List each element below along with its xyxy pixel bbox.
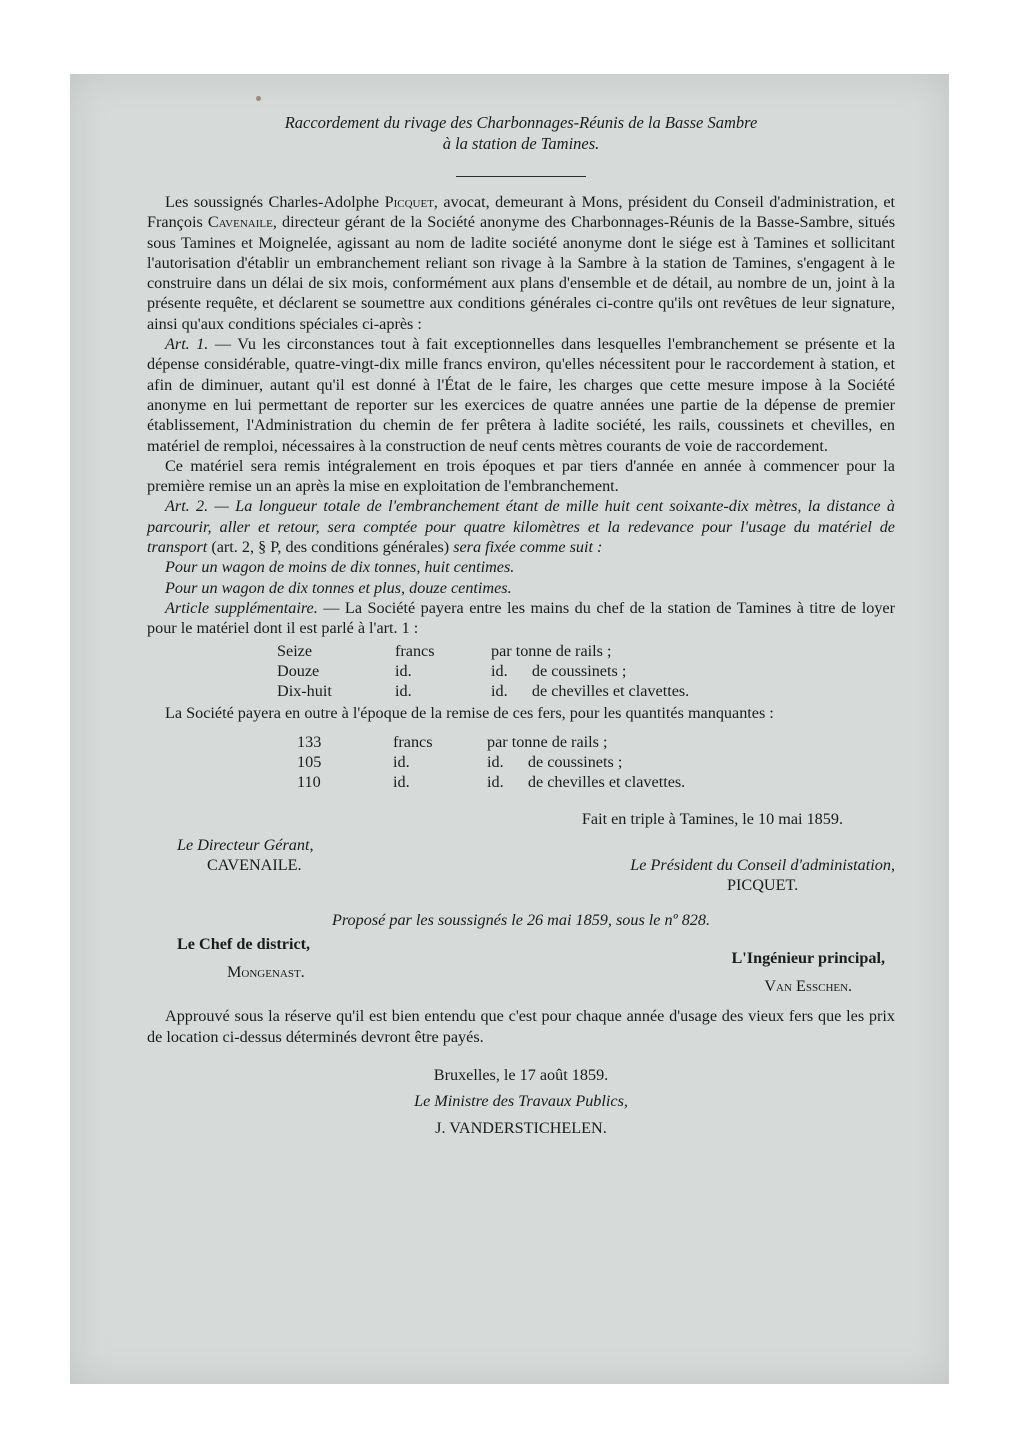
wagon-rate-small-text: Pour un wagon de moins de dix tonnes, huit centimes. [165, 558, 515, 577]
document-content [147, 112, 895, 1138]
signature-chef-district [147, 934, 310, 997]
signature-president [630, 835, 895, 896]
paper-stain [256, 96, 261, 101]
article-2-italic-2: sera fixée comme suit : [449, 538, 603, 557]
wagon-rate-small [147, 557, 895, 577]
signature-title: Le Chef de district, [177, 934, 311, 953]
signature-name: Van Esschen. [764, 977, 853, 996]
list-item [277, 681, 895, 701]
article-2-plain: (art. 2, § P, des conditions générales) [207, 538, 450, 557]
list-cell: 110 [297, 773, 321, 792]
signature-directeur [147, 835, 314, 896]
intro-text-1: Les soussignés Charles-Adolphe [165, 193, 385, 211]
materiel-paragraph: Ce matériel sera remis intégralement en trois époques et par tiers d'année en année à commencer pour la première remise un an après la mise en exploitation de l'embranchement. [147, 456, 895, 496]
list-item [277, 641, 895, 661]
wagon-rate-large [147, 578, 895, 598]
article-2-label: Art. 2. [165, 497, 209, 516]
title-line-2: à la station de Tamines. [442, 134, 600, 153]
signatures-engineers [147, 934, 895, 997]
intro-name-cavenaile: Cavenaile [207, 213, 273, 232]
signature-name: CAVENAILE. [207, 856, 302, 875]
list-item [297, 732, 895, 752]
signature-title: Le Président du Conseil d'administation, [630, 855, 895, 874]
article-supplementaire-label: Article supplémentaire. [165, 598, 318, 617]
signature-ingenieur [731, 934, 895, 997]
rental-price-list [147, 641, 895, 702]
list-cell: id. [393, 773, 410, 792]
title-divider [456, 176, 586, 177]
list-cell: Dix-huit [277, 682, 332, 701]
list-cell: id. de chevilles et clavettes. [491, 682, 690, 701]
article-1-text: — Vu les circonstances tout à fait exceptionnelles dans lesquelles l'embranchement se présente et la dépense considérable, quatre-vingt-dix mille francs environ, qu'elles nécessitent pour le raccordement à station, et afin de diminuer, autant qu'il est donné à l'État de le faire, les charges que cette mesure impose à la Société anonyme en lui permettant de reporter sur les exercices de quatre années une partie de la dépense de premier établissement, l'Administration du chemin de fer prêtera à ladite société, les rails, coussinets et chevilles, en matériel de remploi, nécessaires à la construction de neuf cents mètres courants de voie de raccordement. [147, 335, 896, 455]
list-item [297, 772, 895, 792]
signature-title: L'Ingénieur principal, [731, 948, 885, 967]
list-item [277, 661, 895, 681]
ministre-title: Le Ministre des Travaux Publics, [414, 1092, 628, 1111]
list-cell: id. [395, 682, 412, 701]
list-cell: Seize [277, 641, 313, 660]
signature-name: Mongenast. [227, 963, 305, 982]
list-cell: id. de coussinets ; [487, 753, 623, 772]
list-cell: id. [393, 753, 410, 772]
article-1-label: Art. 1. [165, 335, 209, 354]
outre-paragraph: La Société payera en outre à l'époque de la remise de ces fers, pour les quantités manquantes : [165, 704, 774, 723]
article-2-italic-1: — La longueur totale de l'embranchement étant de mille huit cent soixante-dix mètres, la distance à parcourir, aller et retour, sera comptée pour quatre kilomètres et la redevance pour l'usage du matériel de transport [147, 497, 895, 557]
list-cell: id. de coussinets ; [491, 661, 627, 680]
list-cell: id. de chevilles et clavettes. [487, 773, 686, 792]
wagon-rate-large-text: Pour un wagon de dix tonnes et plus, douze centimes. [165, 578, 512, 597]
article-supplementaire [147, 598, 895, 639]
article-2 [147, 496, 895, 557]
list-item [297, 752, 895, 772]
intro-text-2: , avocat, demeurant à Mons, président du Conseil d'administration, et François [147, 193, 895, 232]
list-cell: par tonne de rails ; [487, 732, 608, 751]
document-title [147, 112, 895, 154]
list-cell: par tonne de rails ; [491, 641, 612, 660]
list-cell: francs [393, 732, 433, 751]
list-cell: 105 [297, 753, 322, 772]
article-supplementaire-text: — La Société payera entre les mains du chef de la station de Tamines à titre de loyer pour le matériel dont il est parlé à l'art. 1 : [147, 598, 895, 638]
list-cell: francs [395, 641, 435, 660]
signatures-company [147, 835, 895, 896]
intro-name-picquet: Picquet [384, 193, 434, 211]
approval-paragraph: Approuvé sous la réserve qu'il est bien entendu que c'est pour chaque année d'usage des vieux fers que les prix de location ci-dessus déterminés devront être payés. [147, 1007, 895, 1046]
fait-dateline: Fait en triple à Tamines, le 10 mai 1859. [581, 809, 843, 828]
title-line-1: Raccordement du rivage des Charbonnages-Réunis de la Basse Sambre [284, 113, 758, 132]
intro-text-3: , directeur gérant de la Société anonyme des Charbonnages-Réunis de la Basse-Sambre, situés sous Tamines et Moignelée, agissant au nom de ladite société anonyme dont le siége est à Tamines et sollicitant l'autorisation d'établir un embranchement reliant son rivage à la Sambre à la station de Tamines, s'engagent à le construire dans un délai de six mois, conformément aux plans d'ensemble et de détail, au nombre de un, joint à la présente requête, et déclarent se soumettre aux conditions générales ci-contre qu'ils ont revêtues de leur signature, ainsi qu'aux conditions spéciales ci-après : [147, 213, 896, 333]
proposal-line: Proposé par les soussignés le 26 mai 1859, sous le nº 828. [331, 910, 711, 929]
missing-price-list [147, 732, 895, 793]
document-page [70, 74, 949, 1384]
intro-paragraph [147, 192, 895, 334]
list-cell: 133 [297, 732, 322, 751]
signature-name: PICQUET. [727, 876, 799, 895]
list-cell: Douze [277, 661, 320, 680]
list-cell: id. [395, 661, 412, 680]
bruxelles-dateline: Bruxelles, le 17 août 1859. [433, 1065, 609, 1084]
signature-title: Le Directeur Gérant, [177, 835, 314, 854]
ministre-name: J. VANDERSTICHELEN. [435, 1118, 607, 1137]
article-1 [147, 334, 895, 456]
